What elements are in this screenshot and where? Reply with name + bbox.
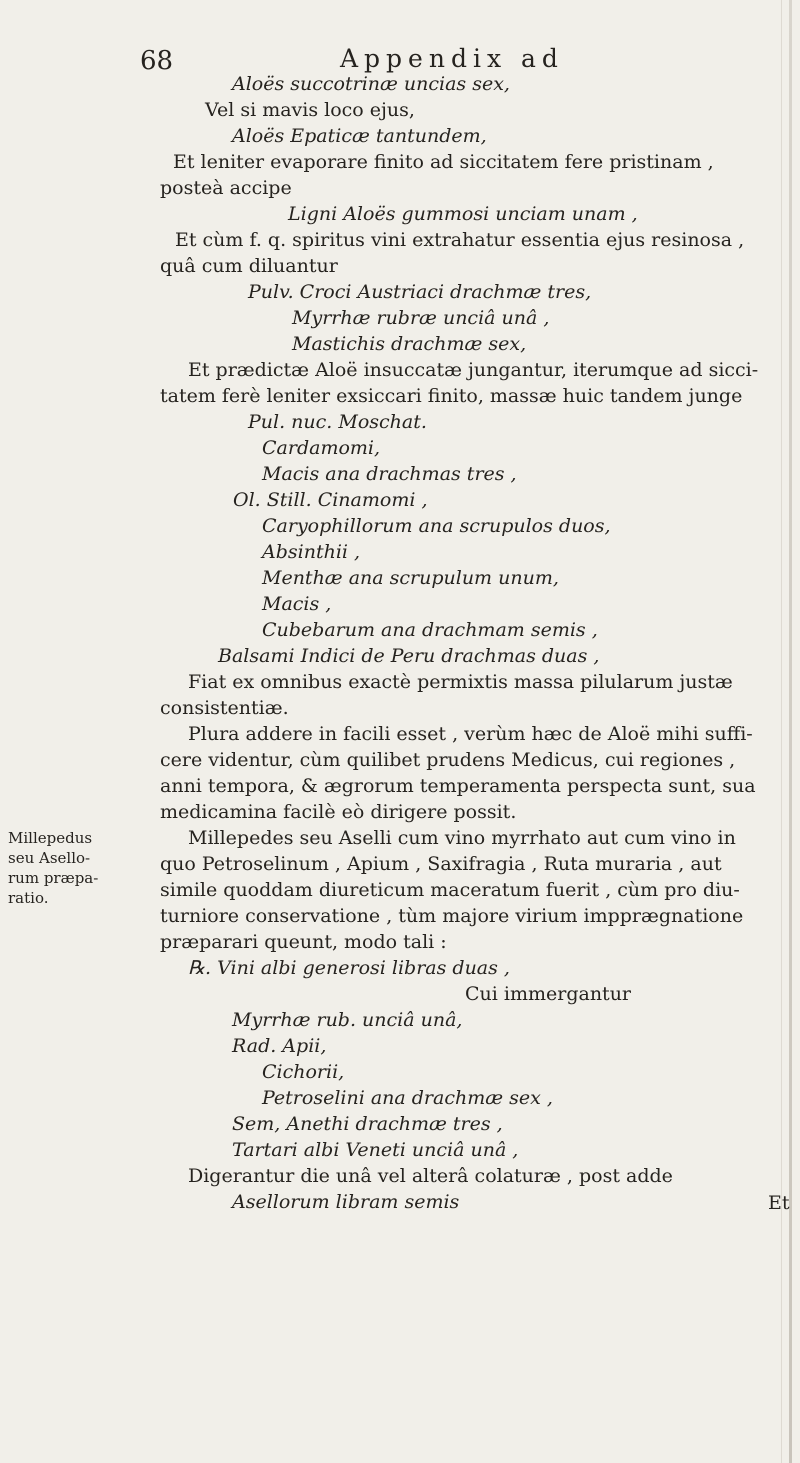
- text-line: tatem ferè leniter exsiccari finito, massæ huic tandem junge: [160, 385, 743, 407]
- running-head: Appendix ad: [340, 44, 564, 73]
- text-line: anni tempora, & ægrorum temperamenta perspecta sunt, sua: [160, 775, 756, 797]
- text-line: Macis ana drachmas tres ,: [262, 463, 517, 485]
- text-line: Rad. Apii,: [232, 1035, 327, 1057]
- text-line: Cubebarum ana drachmam semis ,: [262, 619, 598, 641]
- text-line: Pulv. Croci Austriaci drachmæ tres,: [248, 281, 592, 303]
- text-line: Balsami Indici de Peru drachmas duas ,: [218, 645, 600, 667]
- text-line: Macis ,: [262, 593, 332, 615]
- text-line: Caryophillorum ana scrupulos duos,: [262, 515, 611, 537]
- margin-note-line: Millepedus: [8, 829, 93, 847]
- text-line: Cichorii,: [262, 1061, 345, 1083]
- text-line: Et cùm f. q. spiritus vini extrahatur essentia ejus resinosa ,: [175, 229, 745, 251]
- text-line: Ol. Still. Cinamomi ,: [233, 489, 428, 511]
- page-number: 68: [140, 46, 174, 76]
- page-edge-line: [781, 0, 782, 1463]
- text-line: Aloës succotrinæ uncias sex,: [232, 73, 510, 95]
- text-line: consistentiæ.: [160, 697, 289, 719]
- margin-note-line: rum præpa-: [8, 869, 99, 887]
- text-line: Pul. nuc. Moschat.: [248, 411, 427, 433]
- text-line: Absinthii ,: [262, 541, 361, 563]
- text-line: Plura addere in facili esset , verùm hæc de Aloë mihi suffi-: [188, 723, 753, 745]
- page-edge-shadow: [789, 0, 792, 1463]
- text-line: Menthæ ana scrupulum unum,: [262, 567, 559, 589]
- text-line: Petroselini ana drachmæ sex ,: [262, 1087, 553, 1109]
- text-line: Digerantur die unâ vel alterâ colaturæ , post adde: [188, 1165, 673, 1187]
- text-line: Mastichis drachmæ sex,: [292, 333, 527, 355]
- text-line: quâ cum diluantur: [160, 255, 338, 277]
- text-line: Millepedes seu Aselli cum vino myrrhato aut cum vino in: [188, 827, 736, 849]
- text-line: medicamina facilè eò dirigere possit.: [160, 801, 517, 823]
- text-line: Aloës Epaticæ tantundem,: [232, 125, 487, 147]
- text-line: præparari queunt, modo tali :: [160, 931, 447, 953]
- text-line: Cardamomi,: [262, 437, 381, 459]
- text-line: posteà accipe: [160, 177, 292, 199]
- catchword: Et: [768, 1192, 790, 1214]
- text-line: quo Petroselinum , Apium , Saxifragia , Ruta muraria , aut: [160, 853, 722, 875]
- text-line: Et leniter evaporare finito ad siccitatem fere pristinam ,: [173, 151, 714, 173]
- text-line: simile quoddam diureticum maceratum fuerit , cùm pro diu-: [160, 879, 740, 901]
- text-line: Myrrhæ rubræ unciâ unâ ,: [292, 307, 550, 329]
- text-line: ℞. Vini albi generosi libras duas ,: [188, 957, 510, 979]
- text-line: Cui immergantur: [465, 983, 632, 1005]
- text-line: Vel si mavis loco ejus,: [205, 99, 415, 121]
- margin-note-line: ratio.: [8, 889, 49, 907]
- text-line: Ligni Aloës gummosi unciam unam ,: [288, 203, 638, 225]
- text-line: cere videntur, cùm quilibet prudens Medicus, cui regiones ,: [160, 749, 736, 771]
- text-line: Asellorum libram semis: [232, 1191, 460, 1213]
- text-line: Tartari albi Veneti unciâ unâ ,: [232, 1139, 519, 1161]
- text-line: Myrrhæ rub. unciâ unâ,: [232, 1009, 463, 1031]
- text-line: Sem, Anethi drachmæ tres ,: [232, 1113, 503, 1135]
- text-line: turniore conservatione , tùm majore virium impprægnatione: [160, 905, 744, 927]
- margin-note-line: seu Asello-: [8, 849, 91, 867]
- text-line: Fiat ex omnibus exactè permixtis massa pilularum justæ: [188, 671, 733, 693]
- text-line: Et prædictæ Aloë insuccatæ jungantur, iterumque ad sicci-: [188, 359, 759, 381]
